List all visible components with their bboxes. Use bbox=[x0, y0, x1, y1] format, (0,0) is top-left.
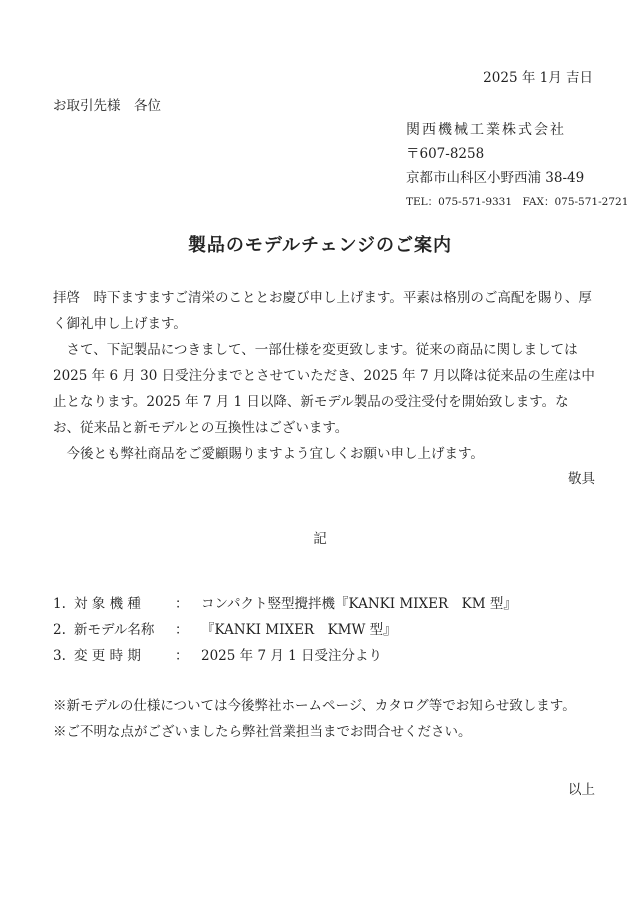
body-paragraph-request: 今後とも弊社商品をご愛顧賜りますよう宜しくお願い申し上げます。 bbox=[66, 446, 484, 462]
item-number: 2. bbox=[53, 622, 66, 638]
sender-tel-fax: TEL：075-571-9331 FAX：075-571-2721 bbox=[406, 196, 629, 208]
notes bbox=[53, 693, 576, 745]
sender-company: 関西機械工業株式会社 bbox=[406, 122, 566, 138]
item-label: 変 更 時 期 bbox=[74, 648, 141, 664]
letter-body bbox=[53, 285, 595, 467]
item-colon: ： bbox=[175, 648, 189, 664]
body-paragraph-notice: さて、下記製品につきまして、一部仕様を変更致します。従来の商品に関しましては 2025 年 6 月 30 日受注分までとさせていただき、2025 年 7 月以降は従来品の生産は中止となります。2025 年 7 月 1 日以降、新モデル製品の受注受付を開始致します。なお、従来品と新モデルとの互換性はございます。 bbox=[53, 342, 595, 436]
recipient: お取引先様 各位 bbox=[53, 98, 161, 114]
ki-heading: 記 bbox=[313, 531, 327, 547]
note-inquiries: ※ご不明な点がございましたら弊社営業担当までお問合せください。 bbox=[53, 724, 472, 740]
item-label: 新モデル名称 bbox=[74, 622, 155, 638]
document-title: 製品のモデルチェンジのご案内 bbox=[187, 235, 453, 256]
note-specifications: ※新モデルの仕様については今後弊社ホームページ、カタログ等でお知らせ致します。 bbox=[53, 698, 576, 714]
item-number: 1. bbox=[53, 596, 66, 612]
item-value: コンパクト竪型攪拌機『KANKI MIXER KM 型』 bbox=[201, 596, 517, 612]
closing-keigu: 敬具 bbox=[568, 471, 595, 487]
item-value: 2025 年 7 月 1 日受注分より bbox=[201, 648, 382, 664]
item-label: 対 象 機 種 bbox=[74, 596, 141, 612]
letter-date: 2025 年 1月 吉日 bbox=[483, 70, 593, 86]
sender-block bbox=[406, 118, 628, 214]
item-colon: ： bbox=[175, 596, 189, 612]
sender-postal-code: 〒607-8258 bbox=[406, 146, 485, 162]
ending-ijo: 以上 bbox=[568, 782, 595, 798]
item-value: 『KANKI MIXER KMW 型』 bbox=[201, 622, 397, 638]
item-number: 3. bbox=[53, 648, 66, 664]
body-paragraph-greeting: 拝啓 時下ますますご清栄のこととお慶び申し上げます。平素は格別のご高配を賜り、厚く御礼申し上げます。 bbox=[53, 290, 592, 332]
item-colon: ： bbox=[175, 622, 189, 638]
sender-address: 京都市山科区小野西浦 38-49 bbox=[406, 170, 585, 186]
